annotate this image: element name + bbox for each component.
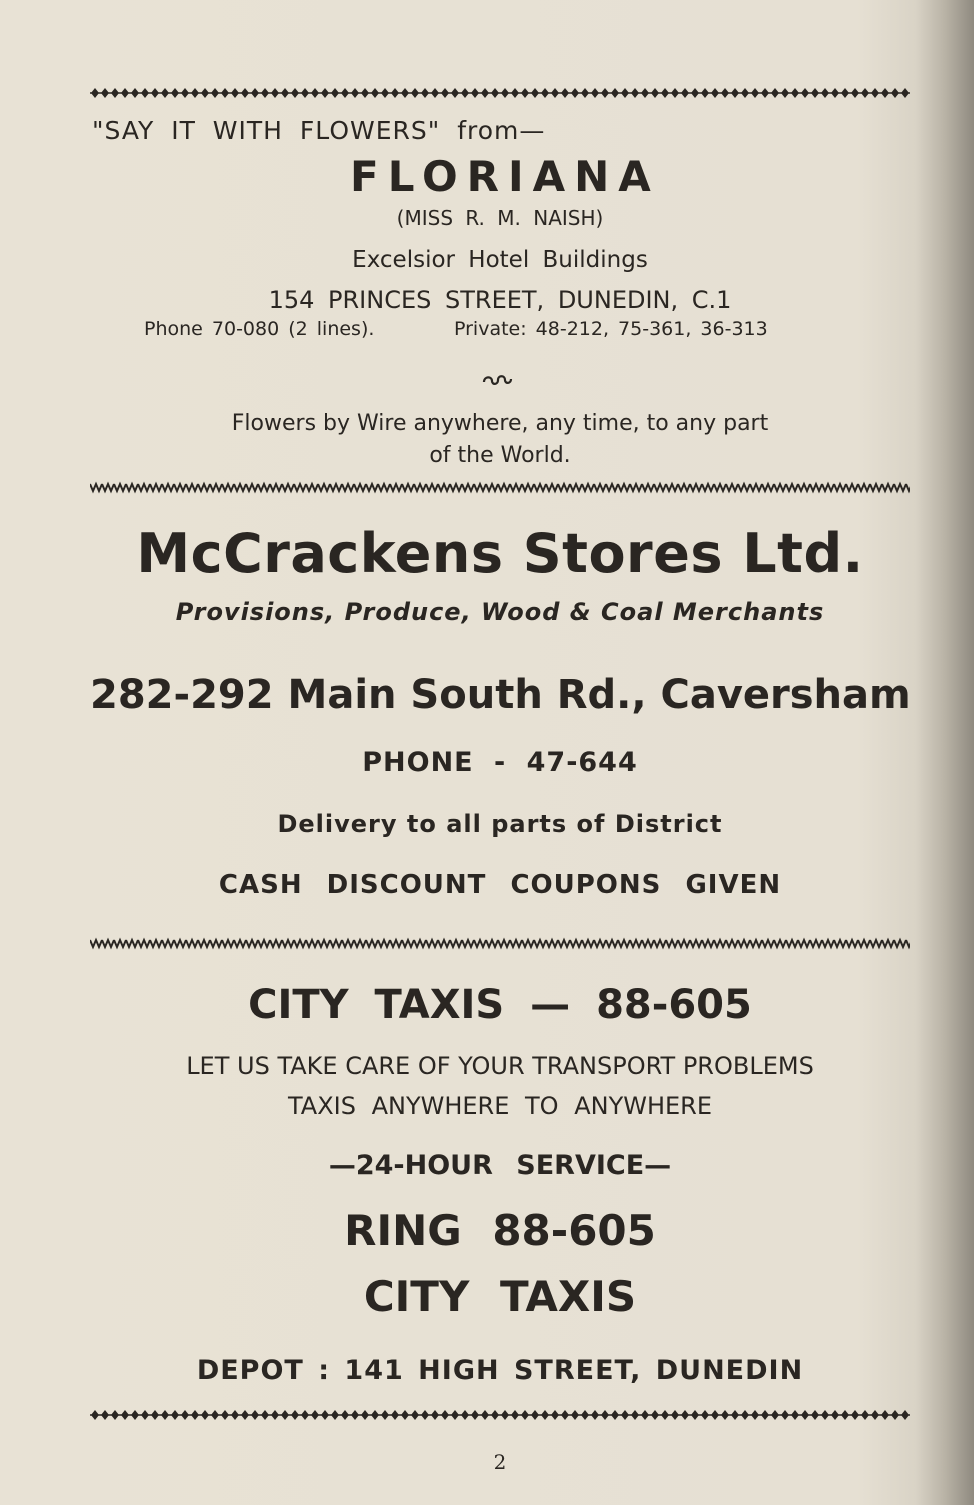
city-taxis-headline: CITY TAXIS — 88-605	[248, 982, 752, 1028]
floriana-tagline: "SAY IT WITH FLOWERS" from—	[92, 116, 546, 145]
floriana-private: Private: 48-212, 75-361, 36-313	[454, 318, 768, 340]
wavy-divider-2	[90, 936, 910, 950]
page-number: 2	[493, 1450, 507, 1474]
city-taxis-line2: TAXIS ANYWHERE TO ANYWHERE	[287, 1092, 713, 1120]
city-taxis-service: —24-HOUR SERVICE—	[328, 1150, 672, 1181]
floriana-wire-line1: Flowers by Wire anywhere, any time, to any part	[231, 411, 769, 436]
diamond-divider-bottom	[90, 1408, 910, 1422]
city-taxis-name: CITY TAXIS	[363, 1272, 637, 1321]
floriana-address: 154 PRINCES STREET, DUNEDIN, C.1	[268, 286, 732, 314]
floriana-phone: Phone 70-080 (2 lines).	[144, 318, 375, 340]
city-taxis-depot: DEPOT : 141 HIGH STREET, DUNEDIN	[196, 1355, 804, 1386]
floriana-name: FLORIANA	[350, 152, 660, 201]
floriana-building: Excelsior Hotel Buildings	[352, 247, 648, 273]
mccrackens-trade: Provisions, Produce, Wood & Coal Merchants	[175, 598, 825, 626]
mccrackens-delivery: Delivery to all parts of District	[277, 810, 723, 838]
mccrackens-address: 282-292 Main South Rd., Caversham	[90, 672, 911, 718]
wavy-divider-1	[90, 480, 910, 494]
mccrackens-phone: PHONE - 47-644	[362, 747, 638, 778]
diamond-divider-top	[90, 86, 910, 100]
floriana-proprietor: (MISS R. M. NAISH)	[396, 206, 604, 230]
mccrackens-name: McCrackens Stores Ltd.	[136, 522, 864, 585]
flourish-ornament	[478, 372, 518, 388]
city-taxis-line1: LET US TAKE CARE OF YOUR TRANSPORT PROBLEMS	[186, 1052, 814, 1080]
city-taxis-ring: RING 88-605	[344, 1206, 656, 1255]
floriana-wire-line2: of the World.	[429, 443, 571, 468]
mccrackens-coupons: CASH DISCOUNT COUPONS GIVEN	[218, 870, 782, 900]
